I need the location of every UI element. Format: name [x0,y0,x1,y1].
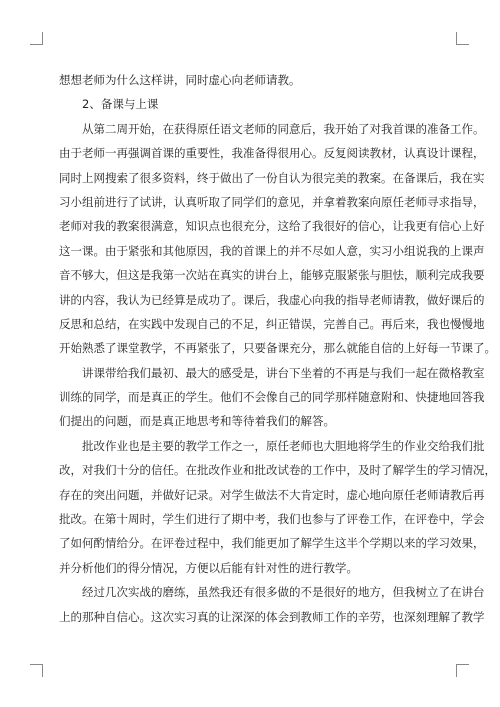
crop-mark-top-left [30,32,43,45]
paragraph-first-line: 讲课带给我们最初、最大的感受是，讲台下坐着的不再是与我们一起在微格教室 [82,365,485,380]
section-heading: 2、备课与上课 [82,97,159,112]
crop-mark-top-right [456,32,469,45]
paragraph-first-line: 从第二周开始，在获得原任语文老师的同意后，我开始了对我首课的准备工作。 [82,121,485,136]
text-line: 同时上网搜索了很多资料，终于做出了一份自认为很完美的教案。在备课后，我在实 [59,170,485,185]
text-line: 训练的同学，而是真正的学生。他们不会像自己的同学那样随意附和、快捷地回答我 [59,390,485,405]
text-line: 们提出的问题，而是真正地思考和等待着我们的解答。 [59,414,335,429]
crop-mark-bottom-left [30,664,43,677]
text-line: 想想老师为什么这样讲，同时虚心向老师请教。 [59,73,301,87]
paragraph-first-line: 批改作业也是主要的教学工作之一，原任老师也大胆地将学生的作业交给我们批 [82,438,485,453]
crop-mark-bottom-right [456,664,469,677]
text-line: 开始熟悉了课堂教学，不再紧张了，只要备课充分，那么就能自信的上好每一节课了。 [59,341,496,356]
text-line: 讲的内容，我认为已经算是成功了。课后，我虚心向我的指导老师请教，做好课后的 [59,292,485,307]
text-line: 了如何酌情给分。在评卷过程中，我们能更加了解学生这半个学期以来的学习效果， [59,536,485,551]
text-line: 这一课。由于紧张和其他原因，我的首课上的并不尽如人意，实习小组说我的上课声 [59,243,485,258]
text-line: 音不够大，但这是我第一次站在真实的讲台上，能够克服紧张与胆怯，顺利完成我要 [59,268,485,283]
text-line: 并分析他们的得分情况，方便以后能有针对性的进行教学。 [59,560,358,575]
document-body [59,68,496,629]
text-line: 由于老师一再强调首课的重要性，我准备得很用心。反复阅读教材，认真设计课程， [59,146,485,161]
text-line: 上的那种自信心。这次实习真的让深深的体会到教师工作的辛劳，也深刻理解了教学 [59,609,485,624]
text-line: 老师对我的教案很满意，知识点也很充分，这给了我很好的信心，让我更有信心上好 [59,219,485,234]
text-line: 批改。在第十周时，学生们进行了期中考，我们也参与了评卷工作，在评卷中，学会 [59,512,485,527]
text-line: 反思和总结，在实践中发现自己的不足，纠正错误，完善自己。再后来，我也慢慢地 [59,316,485,331]
paragraph-first-line: 经过几次实战的磨练，虽然我还有很多做的不是很好的地方，但我树立了在讲台 [82,585,485,600]
text-line: 习小组前进行了试讲，认真听取了同学们的意见，并拿着教案向原任老师寻求指导， [59,194,485,209]
text-line: 存在的突出问题，并做好记录。对学生做法不大肯定时，虚心地向原任老师请教后再 [59,487,485,502]
text-line: 改，对我们十分的信任。在批改作业和批改试卷的工作中，及时了解学生的学习情况， [59,463,496,478]
